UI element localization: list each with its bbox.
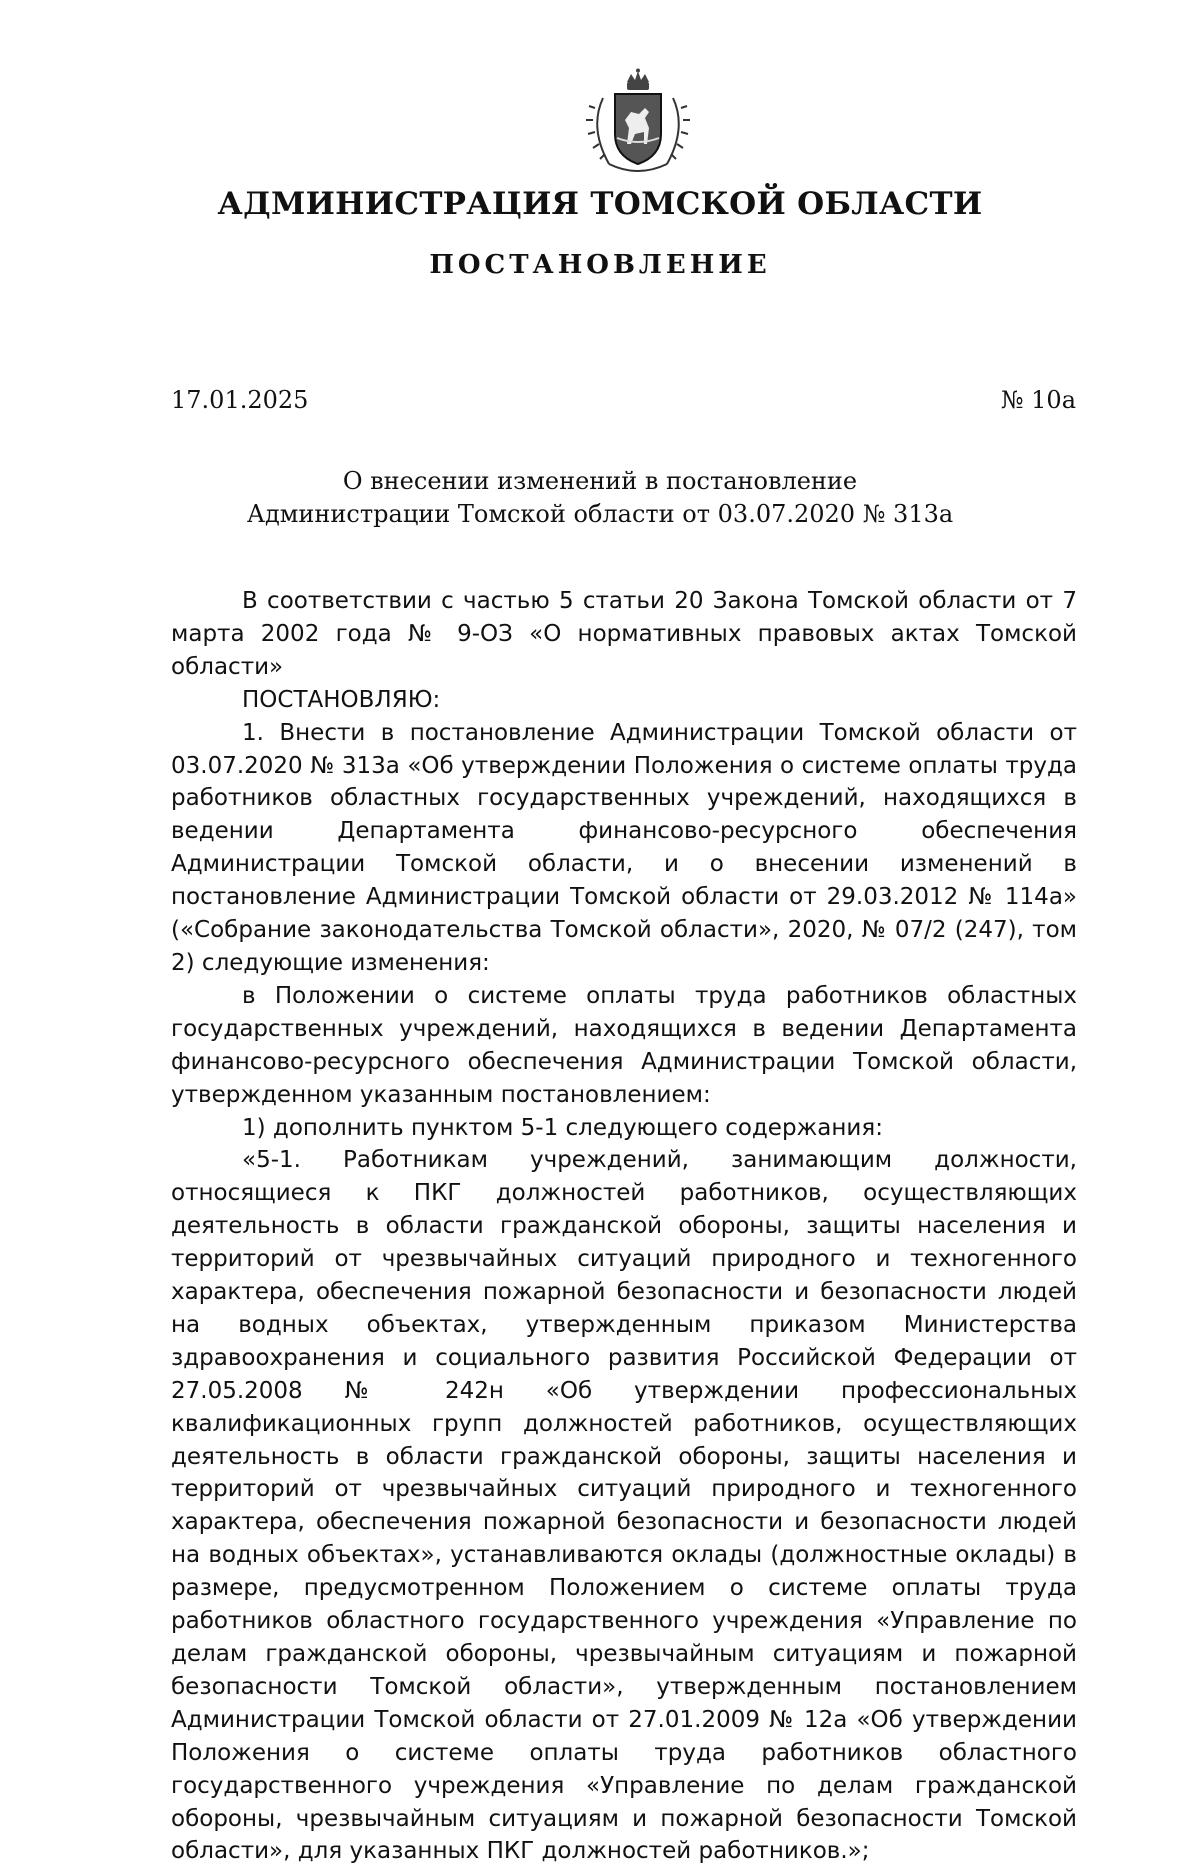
coat-of-arms-icon	[583, 68, 693, 180]
subitem-1-paragraph: 1) дополнить пунктом 5-1 следующего содержания:	[242, 1114, 883, 1141]
document-number: № 10а	[1000, 386, 1076, 414]
title-line-1: О внесении изменений в постановление	[342, 467, 858, 495]
decree-heading: ПОСТАНОВЛЯЮ:	[242, 686, 441, 713]
organization-name: АДМИНИСТРАЦИЯ ТОМСКОЙ ОБЛАСТИ	[217, 186, 983, 222]
item-1-paragraph: 1. Внести в постановление Администрации Томской области от 03.07.2020 № 313а «Об утверждении Положения о системе оплаты труда работников областных государственных учреждений, находящихся в ведении Департамента финансово-ресурсного обеспечения Администрации Томской области, и о внесении изменений в постановление Администрации Томской области от 29.03.2012 № 114а» («Собрание законодательства Томской области», 2020, № 07/2 (247), том 2) следующие изменения:	[171, 719, 1077, 976]
document-title	[0, 465, 1200, 531]
document-body	[171, 585, 1077, 1868]
document-date: 17.01.2025	[171, 386, 309, 414]
title-line-2: Администрации Томской области от 03.07.2020 № 313а	[246, 500, 954, 528]
clause-5-1-paragraph: «5-1. Работникам учреждений, занимающим должности, относящиеся к ПКГ должностей работников, осуществляющих деятельность в области гражданской обороны, защиты населения и территорий от чрезвычайных ситуаций природного и техногенного характера, обеспечения пожарной безопасности и безопасности людей на водных объектах, утвержденным приказом Министерства здравоохранения и социального развития Российской Федерации от 27.05.2008 № 242н «Об утверждении профессиональных квалификационных групп должностей работников, осуществляющих деятельность в области гражданской обороны, защиты населения и территорий от чрезвычайных ситуаций природного и техногенного характера, обеспечения пожарной безопасности и безопасности людей на водных объектах», устанавливаются оклады (должностные оклады) в размере, предусмотренном Положением о системе оплаты труда работников областного государственного учреждения «Управление по делам гражданской обороны, чрезвычайным ситуациям и пожарной безопасности Томской области», утвержденным постановлением Администрации Томской области от 27.01.2009 № 12а «Об утверждении Положения о системе оплаты труда работников областного государственного учреждения «Управление по делам гражданской обороны, чрезвычайным ситуациям и пожарной безопасности Томской области», для указанных ПКГ должностей работников.»;	[171, 1147, 1077, 1865]
preamble-paragraph: В соответствии с частью 5 статьи 20 Закона Томской области от 7 марта 2002 года № 9-ОЗ «О нормативных правовых актах Томской области»	[171, 588, 1077, 680]
item-1-intro-paragraph: в Положении о системе оплаты труда работников областных государственных учреждений, находящихся в ведении Департамента финансово-ресурсного обеспечения Администрации Томской области, утвержденном указанным постановлением:	[171, 982, 1077, 1108]
document-type: ПОСТАНОВЛЕНИЕ	[429, 250, 771, 280]
